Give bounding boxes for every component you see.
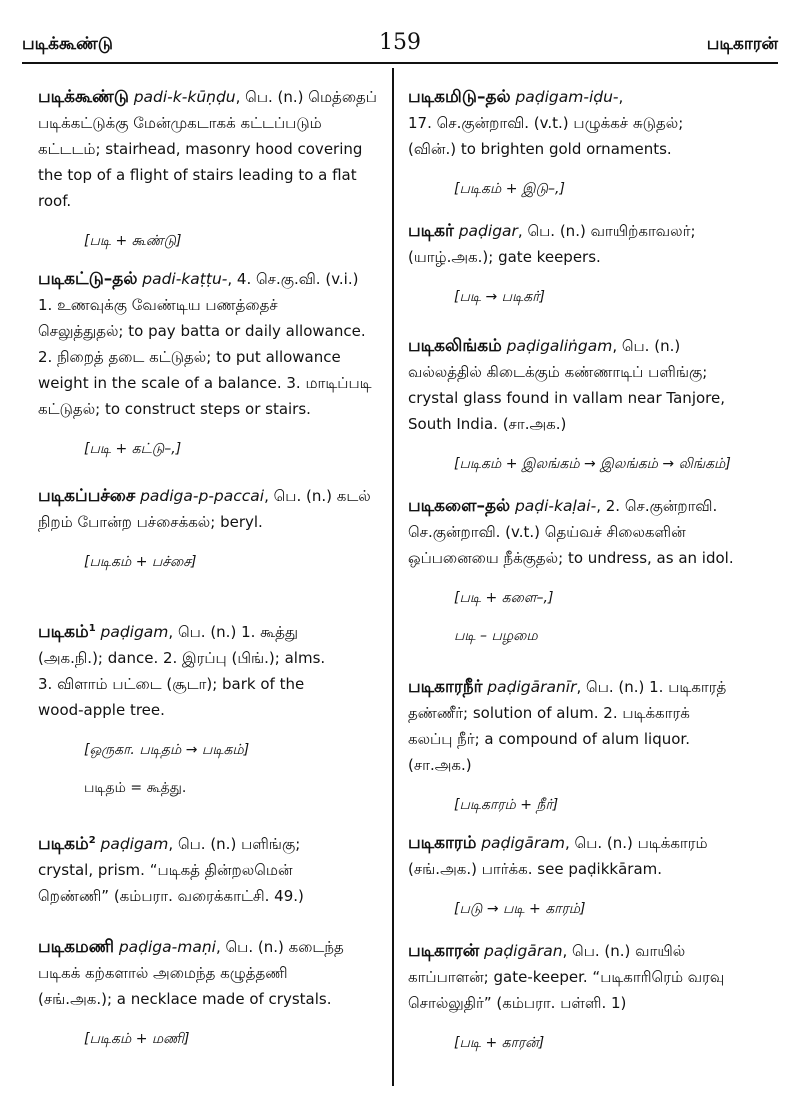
- entry-line: crystal glass found in vallam near Tanjore,: [408, 389, 725, 407]
- entry-line: , பெ. (n.) வாயில்: [562, 942, 686, 960]
- dictionary-entry: [38, 616, 384, 801]
- entry-line: 2. நிறைத் தடை கட்டுதல்; to put allowance: [38, 348, 341, 366]
- entry-line: படிக்கட்டுக்கு மேன்முகடாகக் கட்டப்படும்: [38, 114, 322, 132]
- entry-line: ஒப்பனையை நீக்குதல்; to undress, as an idol.: [408, 549, 734, 567]
- running-header: [22, 28, 778, 64]
- entry-etymology: [படிகம் + பச்சை]: [84, 554, 197, 570]
- entry-line: , பெ. (n.) கடல்: [264, 487, 371, 505]
- entry-transliteration: paḍi-kaḷai-: [514, 497, 597, 515]
- entry-headword: படிகாரநீர்: [408, 677, 483, 697]
- entry-note: படி – பழமை: [454, 628, 538, 644]
- entry-line: , பெ. (n.) வாயிற்காவலர்;: [517, 222, 696, 240]
- entry-line: weight in the scale of a balance. 3. மாடிப்படி: [38, 374, 372, 392]
- entry-line: (சா.அக.): [408, 756, 472, 774]
- entry-transliteration: paḍigaliṅgam: [506, 337, 613, 355]
- dictionary-entry: [38, 934, 384, 1052]
- dictionary-entry: [38, 84, 384, 254]
- entry-line: South India. (சா.அக.): [408, 415, 567, 433]
- entry-etymology: [படி → படிகர்]: [454, 289, 545, 305]
- dictionary-entry: [408, 938, 770, 1056]
- entry-line: roof.: [38, 192, 72, 210]
- entry-line: wood-apple tree.: [38, 701, 165, 719]
- entry-transliteration: paḍigam: [100, 835, 169, 853]
- entry-line: , பெ. (n.) 1. படிகாரத்: [576, 678, 727, 696]
- entry-etymology: [படி + காரன்]: [454, 1035, 545, 1051]
- entry-headword: படிகமணி: [38, 937, 115, 957]
- entry-line: (யாழ்.அக.); gate keepers.: [408, 248, 601, 266]
- entry-headword: படிகமிடு–தல்: [408, 87, 511, 107]
- column-divider: [392, 68, 394, 1086]
- entry-line: கலப்பு நீர்; a compound of alum liquor.: [408, 730, 690, 748]
- entry-headword: படிகட்டு–தல்: [38, 269, 138, 289]
- entry-line: (சங்.அக.) பார்க்க. see paḍikkāram.: [408, 860, 663, 878]
- entry-superscript: 1: [88, 623, 96, 634]
- entry-transliteration: padi-kaṭṭu-: [142, 270, 228, 288]
- dictionary-entry: [408, 493, 770, 649]
- header-left-word: படிக்கூண்டு: [22, 34, 113, 54]
- dictionary-entry: [408, 218, 770, 310]
- entry-transliteration: paḍigam: [100, 623, 169, 641]
- dictionary-entry: [38, 483, 384, 575]
- entry-headword: படிகம்: [38, 622, 89, 642]
- header-right-word: படிகாரன்: [706, 34, 778, 54]
- entry-etymology: [படிகம் + மணி]: [84, 1031, 190, 1047]
- entry-line: , பெ. (n.): [612, 337, 681, 355]
- entry-line: 17. செ.குன்றாவி. (v.t.) பழுக்கச் சுடுதல்;: [408, 114, 684, 132]
- entry-superscript: 2: [88, 835, 96, 846]
- entry-transliteration: paḍigar: [458, 222, 518, 240]
- entry-line: 1. உணவுக்கு வேண்டிய பணத்தைச்: [38, 296, 278, 314]
- dictionary-entry: [408, 84, 770, 202]
- entry-line: , 4. செ.கு.வி. (v.i.): [227, 270, 359, 288]
- entry-line: செ.குன்றாவி. (v.t.) தெய்வச் சிலைகளின்: [408, 523, 686, 541]
- entry-headword: படிகளை–தல்: [408, 496, 511, 516]
- entry-headword: படிக்கூண்டு: [38, 87, 129, 107]
- entry-transliteration: padiga-p-paccai: [140, 487, 265, 505]
- entry-line: 3. விளாம் பட்டை (சூடா); bark of the: [38, 675, 305, 693]
- entry-line: (அக.நி.); dance. 2. இரப்பு (பிங்.); alms.: [38, 649, 326, 667]
- entry-headword: படிகாரம்: [408, 833, 477, 853]
- entry-etymology: [படி + கூண்டு]: [84, 233, 182, 249]
- entry-line: the top of a flight of stairs leading to a flat: [38, 166, 357, 184]
- entry-etymology: [படி + களை–,]: [454, 590, 554, 606]
- entry-transliteration: paḍigāram: [481, 834, 565, 852]
- dictionary-entry: [408, 674, 770, 818]
- entry-headword: படிகப்பச்சை: [38, 486, 136, 506]
- entry-headword: படிகர்: [408, 221, 454, 241]
- entry-etymology: [படி + கட்டு–,]: [84, 441, 182, 457]
- entry-line: crystal, prism. “படிகத் தின்றலமென்: [38, 861, 293, 879]
- entry-etymology: [படிகம் + இடு–,]: [454, 181, 565, 197]
- entry-line: , பெ. (n.) படிக்காரம்: [564, 834, 708, 852]
- entry-headword: படிகம்: [38, 834, 89, 854]
- entry-line: , பெ. (n.) மெத்தைப்: [235, 88, 377, 106]
- entry-line: , பெ. (n.) பளிங்கு;: [168, 835, 301, 853]
- entry-etymology: [படிகம் + இலங்கம் → இலங்கம் → லிங்கம்]: [454, 456, 731, 472]
- entry-etymology: [ஒருகா. படிதம் → படிகம்]: [84, 742, 250, 758]
- dictionary-entry: [38, 828, 384, 909]
- entry-line: காப்பாளன்; gate-keeper. “படிகாரிரெம் வரவு: [408, 968, 725, 986]
- dictionary-entry: [38, 266, 384, 462]
- entry-line: றெண்ணி” (கம்பரா. வரைக்காட்சி. 49.): [38, 887, 304, 905]
- entry-line: ,: [618, 88, 624, 106]
- entry-transliteration: paḍigāran: [484, 942, 563, 960]
- entry-transliteration: paḍigam-iḍu-: [515, 88, 619, 106]
- entry-etymology: [படிகாரம் + நீர்]: [454, 797, 559, 813]
- entry-line: கட்டுதல்; to construct steps or stairs.: [38, 400, 311, 418]
- dictionary-entry: [408, 333, 770, 477]
- entry-headword: படிகாரன்: [408, 941, 480, 961]
- entry-note: படிதம் = கூத்து.: [84, 780, 187, 796]
- entry-transliteration: paḍiga-maṇi: [118, 938, 216, 956]
- entry-headword: படிகலிங்கம்: [408, 336, 502, 356]
- entry-line: , பெ. (n.) 1. கூத்து: [168, 623, 298, 641]
- entry-transliteration: paḍigāranīr: [487, 678, 577, 696]
- entry-line: , பெ. (n.) கடைந்த: [215, 938, 344, 956]
- entry-line: சொல்லுதிர்” (கம்பரா. பள்ளி. 1): [408, 994, 627, 1012]
- entry-line: (சங்.அக.); a necklace made of crystals.: [38, 990, 332, 1008]
- entry-etymology: [படு → படி + காரம்]: [454, 901, 586, 917]
- entry-line: தண்ணீர்; solution of alum. 2. படிக்காரக்: [408, 704, 690, 722]
- entry-line: (வின்.) to brighten gold ornaments.: [408, 140, 672, 158]
- entry-line: கட்டடம்; stairhead, masonry hood covering: [38, 140, 363, 158]
- dictionary-entry: [408, 830, 770, 922]
- entry-line: , 2. செ.குன்றாவி.: [596, 497, 718, 515]
- entry-line: படிகக் கற்களால் அமைந்த கழுத்தணி: [38, 964, 288, 982]
- entry-line: வல்லத்தில் கிடைக்கும் கண்ணாடிப் பளிங்கு;: [408, 363, 708, 381]
- entry-transliteration: padi-k-kūṇḍu: [133, 88, 236, 106]
- page-number: 159: [379, 30, 421, 55]
- entry-line: செலுத்துதல்; to pay batta or daily allowance.: [38, 322, 366, 340]
- entry-line: நிறம் போன்ற பச்சைக்கல்; beryl.: [38, 513, 263, 531]
